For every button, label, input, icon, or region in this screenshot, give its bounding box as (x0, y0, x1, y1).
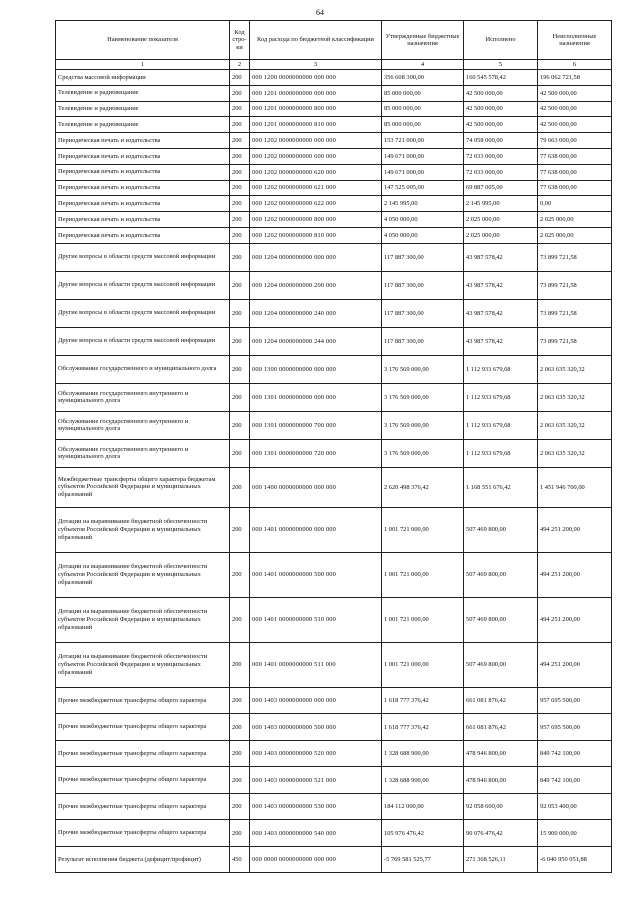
row-name: Обслуживание государственного и муниципального долга (56, 355, 230, 383)
row-unexecuted: -6 040 950 051,88 (538, 846, 612, 873)
row-unexecuted: 2 025 000,00 (538, 212, 612, 228)
row-name: Дотации на выравнивание бюджетной обеспеченности субъектов Российской Федерации и муниципальных образований (56, 642, 230, 687)
row-unexecuted: 92 053 400,00 (538, 793, 612, 820)
row-budget-code: 000 1201 0000000000 000 000 (250, 85, 382, 101)
row-budget-code: 000 1202 0000000000 810 000 (250, 227, 382, 243)
row-budget-code: 000 1204 0000000000 000 000 (250, 243, 382, 271)
row-line-code: 200 (230, 212, 250, 228)
row-budget-code: 000 1403 0000000000 521 000 (250, 767, 382, 794)
row-name: Средства массовой информации (56, 70, 230, 86)
row-approved: 117 887 300,00 (382, 327, 464, 355)
row-line-code: 200 (230, 411, 250, 439)
table-row (56, 70, 612, 86)
row-approved: 1 618 777 376,42 (382, 687, 464, 714)
row-executed: 42 500 000,00 (464, 117, 538, 133)
row-line-code: 200 (230, 117, 250, 133)
row-name: Периодическая печать и издательства (56, 148, 230, 164)
row-unexecuted: 2 063 635 320,32 (538, 411, 612, 439)
row-unexecuted: 849 742 100,00 (538, 767, 612, 794)
row-unexecuted: 957 695 500,00 (538, 687, 612, 714)
table-row (56, 767, 612, 794)
row-name: Обслуживание государственного внутреннего и муниципального долга (56, 383, 230, 411)
row-unexecuted: 77 638 000,00 (538, 148, 612, 164)
table-row (56, 642, 612, 687)
row-line-code: 200 (230, 467, 250, 507)
column-number-row (56, 60, 612, 70)
row-approved: 184 112 000,00 (382, 793, 464, 820)
row-approved: 153 721 000,00 (382, 133, 464, 149)
row-line-code: 200 (230, 101, 250, 117)
row-executed: 507 469 800,00 (464, 507, 538, 552)
row-budget-code: 000 1202 0000000000 621 000 (250, 180, 382, 196)
row-executed: 1 168 551 676,42 (464, 467, 538, 507)
row-approved: 3 176 569 000,00 (382, 439, 464, 467)
row-executed: 507 469 800,00 (464, 552, 538, 597)
table-row (56, 411, 612, 439)
table-header-row (56, 21, 612, 60)
row-executed: 2 025 000,00 (464, 227, 538, 243)
row-approved: 2 145 995,00 (382, 196, 464, 212)
row-budget-code: 000 1202 0000000000 620 000 (250, 164, 382, 180)
table-row (56, 243, 612, 271)
row-executed: 42 500 000,00 (464, 85, 538, 101)
row-line-code: 200 (230, 133, 250, 149)
row-name: Периодическая печать и издательства (56, 133, 230, 149)
column-number: 6 (538, 60, 612, 70)
row-name: Другие вопросы в области средств массовой информации (56, 299, 230, 327)
row-line-code: 200 (230, 597, 250, 642)
row-line-code: 200 (230, 767, 250, 794)
row-budget-code: 000 1200 0000000000 000 000 (250, 70, 382, 86)
row-line-code: 200 (230, 507, 250, 552)
row-line-code: 200 (230, 271, 250, 299)
row-budget-code: 000 1301 0000000000 700 000 (250, 411, 382, 439)
row-approved: 117 887 300,00 (382, 299, 464, 327)
table-row (56, 101, 612, 117)
header-budget-code: Код расхода по бюджетной классификации (250, 21, 382, 60)
column-number: 4 (382, 60, 464, 70)
row-budget-code: 000 1403 0000000000 540 000 (250, 820, 382, 847)
row-line-code: 200 (230, 243, 250, 271)
row-executed: 160 545 578,42 (464, 70, 538, 86)
row-budget-code: 000 1401 0000000000 511 000 (250, 642, 382, 687)
table-row (56, 597, 612, 642)
row-name: Дотации на выравнивание бюджетной обеспеченности субъектов Российской Федерации и муниципальных образований (56, 507, 230, 552)
row-unexecuted: 1 451 946 700,00 (538, 467, 612, 507)
row-budget-code: 000 1403 0000000000 520 000 (250, 740, 382, 767)
row-unexecuted: 0,00 (538, 196, 612, 212)
row-executed: 2 145 995,00 (464, 196, 538, 212)
header-approved: Утвержденные бюджетные назначения (382, 21, 464, 60)
row-unexecuted: 73 899 721,58 (538, 299, 612, 327)
row-line-code: 200 (230, 642, 250, 687)
row-budget-code: 000 1403 0000000000 500 000 (250, 714, 382, 741)
row-approved: 117 887 300,00 (382, 243, 464, 271)
column-number: 2 (230, 60, 250, 70)
column-number: 1 (56, 60, 230, 70)
row-line-code: 200 (230, 85, 250, 101)
row-budget-code: 000 1201 0000000000 800 000 (250, 101, 382, 117)
row-unexecuted: 2 025 000,00 (538, 227, 612, 243)
row-name: Телевидение и радиовещание (56, 85, 230, 101)
table-row (56, 85, 612, 101)
row-budget-code: 000 1201 0000000000 810 000 (250, 117, 382, 133)
table-row (56, 846, 612, 873)
row-approved: 4 050 000,00 (382, 227, 464, 243)
row-line-code: 200 (230, 552, 250, 597)
row-unexecuted: 77 638 000,00 (538, 180, 612, 196)
row-budget-code: 000 1204 0000000000 200 000 (250, 271, 382, 299)
row-name: Прочие межбюджетные трансферты общего характера (56, 740, 230, 767)
row-unexecuted: 494 251 200,00 (538, 597, 612, 642)
row-line-code: 200 (230, 820, 250, 847)
row-executed: 1 112 933 679,68 (464, 355, 538, 383)
row-line-code: 200 (230, 196, 250, 212)
row-unexecuted: 15 900 000,00 (538, 820, 612, 847)
row-name: Прочие межбюджетные трансферты общего характера (56, 793, 230, 820)
row-executed: 661 081 876,42 (464, 714, 538, 741)
row-name: Прочие межбюджетные трансферты общего характера (56, 687, 230, 714)
row-executed: 69 887 005,00 (464, 180, 538, 196)
row-approved: 3 176 569 000,00 (382, 383, 464, 411)
row-name: Телевидение и радиовещание (56, 101, 230, 117)
row-executed: 507 469 800,00 (464, 642, 538, 687)
row-name: Дотации на выравнивание бюджетной обеспеченности субъектов Российской Федерации и муниципальных образований (56, 552, 230, 597)
row-name: Периодическая печать и издательства (56, 212, 230, 228)
row-executed: 1 112 933 679,68 (464, 439, 538, 467)
table-row (56, 507, 612, 552)
row-approved: 1 328 688 900,00 (382, 767, 464, 794)
row-unexecuted: 494 251 200,00 (538, 552, 612, 597)
row-unexecuted: 2 063 635 320,32 (538, 383, 612, 411)
table-row (56, 227, 612, 243)
row-line-code: 200 (230, 327, 250, 355)
row-name: Другие вопросы в области средств массовой информации (56, 327, 230, 355)
table-body (56, 70, 612, 873)
row-name: Прочие межбюджетные трансферты общего характера (56, 820, 230, 847)
row-executed: 2 025 000,00 (464, 212, 538, 228)
table-row (56, 355, 612, 383)
row-name: Прочие межбюджетные трансферты общего характера (56, 714, 230, 741)
row-unexecuted: 957 695 500,00 (538, 714, 612, 741)
row-executed: 1 112 933 679,68 (464, 383, 538, 411)
row-executed: 43 987 578,42 (464, 243, 538, 271)
row-budget-code: 000 1401 0000000000 510 000 (250, 597, 382, 642)
row-line-code: 200 (230, 687, 250, 714)
row-executed: 661 081 876,42 (464, 687, 538, 714)
table-row (56, 793, 612, 820)
row-approved: 117 887 300,00 (382, 271, 464, 299)
row-budget-code: 000 1202 0000000000 800 000 (250, 212, 382, 228)
row-budget-code: 000 1202 0000000000 600 000 (250, 148, 382, 164)
row-unexecuted: 77 638 000,00 (538, 164, 612, 180)
row-approved: 3 176 569 000,00 (382, 355, 464, 383)
header-unexecuted: Неисполненные назначения (538, 21, 612, 60)
budget-execution-table (55, 20, 612, 873)
table-row (56, 687, 612, 714)
row-approved: 1 001 721 000,00 (382, 597, 464, 642)
row-unexecuted: 42 500 000,00 (538, 117, 612, 133)
page-number: 64 (316, 8, 324, 17)
row-line-code: 200 (230, 740, 250, 767)
row-budget-code: 000 1403 0000000000 530 000 (250, 793, 382, 820)
row-line-code: 200 (230, 299, 250, 327)
table-row (56, 820, 612, 847)
row-name: Прочие межбюджетные трансферты общего характера (56, 767, 230, 794)
row-budget-code: 000 1400 0000000000 000 000 (250, 467, 382, 507)
row-executed: 90 076 476,42 (464, 820, 538, 847)
row-executed: 92 058 600,00 (464, 793, 538, 820)
row-unexecuted: 73 899 721,58 (538, 271, 612, 299)
row-approved: 1 001 721 000,00 (382, 642, 464, 687)
row-name: Другие вопросы в области средств массовой информации (56, 243, 230, 271)
row-line-code: 200 (230, 714, 250, 741)
table-row (56, 714, 612, 741)
row-name: Периодическая печать и издательства (56, 196, 230, 212)
row-name: Телевидение и радиовещание (56, 117, 230, 133)
row-name: Дотации на выравнивание бюджетной обеспеченности субъектов Российской Федерации и муниципальных образований (56, 597, 230, 642)
row-line-code: 200 (230, 383, 250, 411)
row-budget-code: 000 1202 0000000000 000 000 (250, 133, 382, 149)
row-approved: 85 000 000,00 (382, 85, 464, 101)
row-name: Межбюджетные трансферты общего характера бюджетам субъектов Российской Федерации и муниципальных образований (56, 467, 230, 507)
table-row (56, 383, 612, 411)
row-executed: 72 033 000,00 (464, 148, 538, 164)
row-budget-code: 000 1301 0000000000 000 000 (250, 383, 382, 411)
row-budget-code: 000 1403 0000000000 000 000 (250, 687, 382, 714)
table-row (56, 327, 612, 355)
row-line-code: 200 (230, 148, 250, 164)
table-row (56, 439, 612, 467)
row-line-code: 200 (230, 164, 250, 180)
table-row (56, 552, 612, 597)
row-unexecuted: 2 063 635 320,32 (538, 439, 612, 467)
row-budget-code: 000 1202 0000000000 622 000 (250, 196, 382, 212)
row-unexecuted: 494 251 200,00 (538, 507, 612, 552)
row-approved: 3 176 569 000,00 (382, 411, 464, 439)
table-row (56, 740, 612, 767)
row-line-code: 200 (230, 355, 250, 383)
row-executed: 507 469 800,00 (464, 597, 538, 642)
row-line-code: 200 (230, 793, 250, 820)
row-approved: 85 000 000,00 (382, 117, 464, 133)
row-name: Периодическая печать и издательства (56, 180, 230, 196)
row-executed: 43 987 578,42 (464, 271, 538, 299)
row-approved: 105 976 476,42 (382, 820, 464, 847)
row-executed: 478 946 800,00 (464, 740, 538, 767)
row-name: Периодическая печать и издательства (56, 227, 230, 243)
row-budget-code: 000 1204 0000000000 240 000 (250, 299, 382, 327)
header-line-code: Код стро- ки (230, 21, 250, 60)
row-name: Другие вопросы в области средств массовой информации (56, 271, 230, 299)
row-unexecuted: 79 663 000,00 (538, 133, 612, 149)
row-name: Результат исполнения бюджета (дефицит/профицит) (56, 846, 230, 873)
row-budget-code: 000 1204 0000000000 244 000 (250, 327, 382, 355)
row-budget-code: 000 1401 0000000000 500 000 (250, 552, 382, 597)
row-unexecuted: 196 062 721,58 (538, 70, 612, 86)
column-number: 5 (464, 60, 538, 70)
row-budget-code: 000 1300 0000000000 000 000 (250, 355, 382, 383)
row-unexecuted: 42 500 000,00 (538, 101, 612, 117)
row-budget-code: 000 1301 0000000000 720 000 (250, 439, 382, 467)
table-row (56, 117, 612, 133)
row-line-code: 450 (230, 846, 250, 873)
row-unexecuted: 2 063 635 320,32 (538, 355, 612, 383)
row-executed: 478 946 800,00 (464, 767, 538, 794)
row-approved: -5 769 581 525,77 (382, 846, 464, 873)
table-row (56, 271, 612, 299)
row-unexecuted: 73 899 721,58 (538, 327, 612, 355)
row-approved: 149 671 000,00 (382, 148, 464, 164)
row-approved: 356 608 300,00 (382, 70, 464, 86)
row-executed: 72 033 000,00 (464, 164, 538, 180)
table-row (56, 212, 612, 228)
table-row (56, 148, 612, 164)
row-budget-code: 000 1401 0000000000 000 000 (250, 507, 382, 552)
table-row (56, 164, 612, 180)
row-approved: 1 001 721 000,00 (382, 507, 464, 552)
row-approved: 4 050 000,00 (382, 212, 464, 228)
row-unexecuted: 849 742 100,00 (538, 740, 612, 767)
header-name: Наименование показателя (56, 21, 230, 60)
header-executed: Исполнено (464, 21, 538, 60)
row-unexecuted: 494 251 200,00 (538, 642, 612, 687)
table-row (56, 180, 612, 196)
row-name: Обслуживание государственного внутреннего и муниципального долга (56, 439, 230, 467)
row-line-code: 200 (230, 70, 250, 86)
row-budget-code: 000 0000 0000000000 000 000 (250, 846, 382, 873)
row-executed: 43 987 578,42 (464, 327, 538, 355)
row-line-code: 200 (230, 439, 250, 467)
row-executed: 1 112 933 679,68 (464, 411, 538, 439)
row-executed: 271 368 526,11 (464, 846, 538, 873)
row-executed: 74 058 000,00 (464, 133, 538, 149)
row-approved: 1 328 688 900,00 (382, 740, 464, 767)
row-name: Периодическая печать и издательства (56, 164, 230, 180)
column-number: 3 (250, 60, 382, 70)
row-approved: 147 525 005,00 (382, 180, 464, 196)
row-name: Обслуживание государственного внутреннего и муниципального долга (56, 411, 230, 439)
table-row (56, 467, 612, 507)
row-approved: 1 618 777 376,42 (382, 714, 464, 741)
table-row (56, 299, 612, 327)
row-line-code: 200 (230, 180, 250, 196)
row-line-code: 200 (230, 227, 250, 243)
table-row (56, 133, 612, 149)
row-unexecuted: 42 500 000,00 (538, 85, 612, 101)
row-executed: 42 500 000,00 (464, 101, 538, 117)
row-approved: 2 620 498 376,42 (382, 467, 464, 507)
row-executed: 43 987 578,42 (464, 299, 538, 327)
row-unexecuted: 73 899 721,58 (538, 243, 612, 271)
table-row (56, 196, 612, 212)
row-approved: 149 671 000,00 (382, 164, 464, 180)
row-approved: 1 001 721 000,00 (382, 552, 464, 597)
row-approved: 85 000 000,00 (382, 101, 464, 117)
